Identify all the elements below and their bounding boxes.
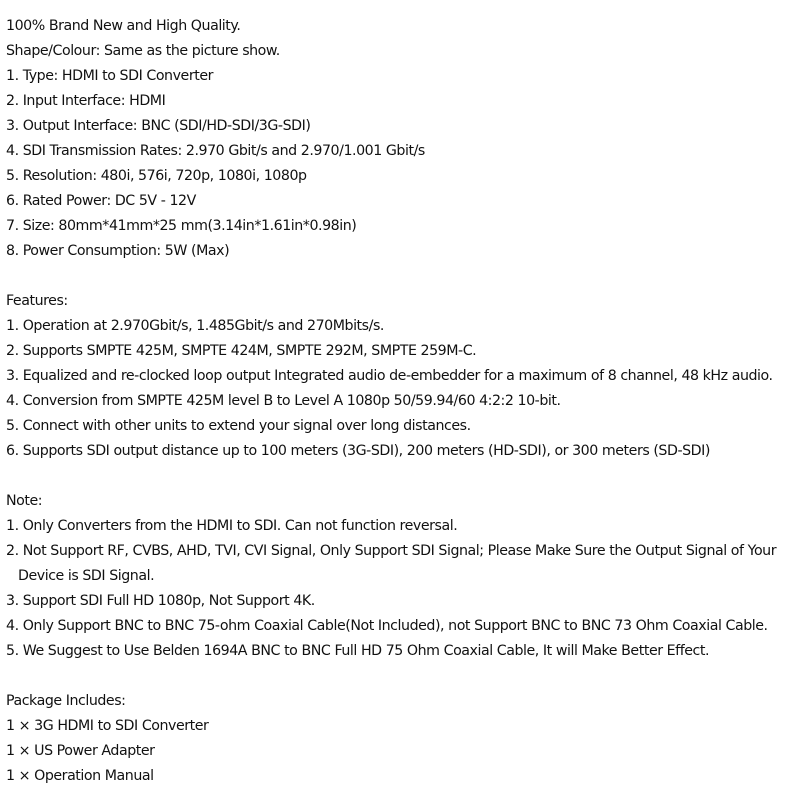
section-gap [6,664,796,689]
feature-item: 1. Operation at 2.970Gbit/s, 1.485Gbit/s and 270Mbits/s. [6,318,384,334]
intro-line-shape: Shape/Colour: Same as the picture show. [6,43,280,59]
spec-input-interface: 2. Input Interface: HDMI [6,93,166,109]
feature-item: 5. Connect with other units to extend your signal over long distances. [6,418,471,434]
note-item: 3. Support SDI Full HD 1080p, Not Support 4K. [6,593,315,609]
spec-transmission-rates: 4. SDI Transmission Rates: 2.970 Gbit/s and 2.970/1.001 Gbit/s [6,143,425,159]
spec-output-interface: 3. Output Interface: BNC (SDI/HD-SDI/3G-SDI) [6,118,311,134]
package-item: 1 × 3G HDMI to SDI Converter [6,718,209,734]
section-gap [6,464,796,489]
spec-size: 7. Size: 80mm*41mm*25 mm(3.14in*1.61in*0.98in) [6,218,357,234]
note-item: 5. We Suggest to Use Belden 1694A BNC to BNC Full HD 75 Ohm Coaxial Cable, It will Make Better Effect. [6,643,710,659]
section-gap [6,264,796,289]
intro-line-quality: 100% Brand New and High Quality. [6,18,241,34]
note-item: 1. Only Converters from the HDMI to SDI. Can not function reversal. [6,518,458,534]
features-heading: Features: [6,293,68,309]
product-description [6,14,796,789]
spec-power-consumption: 8. Power Consumption: 5W (Max) [6,243,230,259]
spec-type: 1. Type: HDMI to SDI Converter [6,68,213,84]
feature-item: 4. Conversion from SMPTE 425M level B to Level A 1080p 50/59.94/60 4:2:2 10-bit. [6,393,561,409]
feature-item: 6. Supports SDI output distance up to 100 meters (3G-SDI), 200 meters (HD-SDI), or 300 meters (SD-SDI) [6,443,710,459]
note-item: 4. Only Support BNC to BNC 75-ohm Coaxial Cable(Not Included), not Support BNC to BNC 73 Ohm Coaxial Cable. [6,618,768,634]
package-item: 1 × US Power Adapter [6,743,155,759]
spec-rated-power: 6. Rated Power: DC 5V - 12V [6,193,196,209]
feature-item: 2. Supports SMPTE 425M, SMPTE 424M, SMPTE 292M, SMPTE 259M-C. [6,343,477,359]
package-item: 1 × Operation Manual [6,768,154,784]
note-heading: Note: [6,493,43,509]
feature-item: 3. Equalized and re-clocked loop output Integrated audio de-embedder for a maximum of 8 channel, 48 kHz audio. [6,368,773,384]
spec-resolution: 5. Resolution: 480i, 576i, 720p, 1080i, 1080p [6,168,307,184]
note-item: 2. Not Support RF, CVBS, AHD, TVI, CVI Signal, Only Support SDI Signal; Please Make Sure the Output Signal of Your Device is SDI Signal. [6,543,777,584]
package-heading: Package Includes: [6,693,126,709]
